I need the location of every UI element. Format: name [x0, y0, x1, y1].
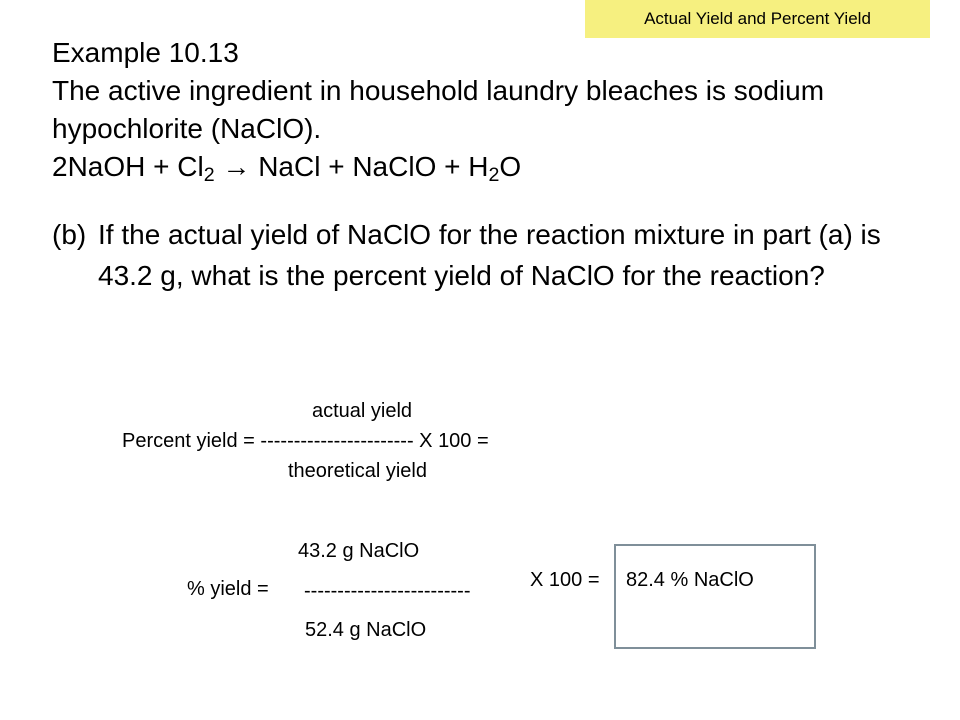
calc-denominator: 52.4 g NaClO — [305, 619, 427, 641]
formula-fraction-bar: ----------------------- — [260, 430, 414, 452]
problem-statement-line-2: hypochlorite (NaClO). — [52, 113, 322, 144]
arrow-icon: → — [222, 151, 251, 182]
calc-fraction-bar: ------------------------- — [304, 580, 471, 602]
formula-denominator: theoretical yield — [288, 460, 427, 482]
part-b-label: (b) — [52, 219, 87, 250]
chemical-equation — [52, 148, 824, 186]
equation-reactants: 2NaOH + Cl — [52, 151, 204, 182]
problem-statement-line-1: The active ingredient in household laundry bleaches is sodium — [52, 75, 825, 106]
formula-right: X 100 = — [413, 430, 489, 452]
example-heading — [52, 34, 824, 186]
part-b-text: If the actual yield of NaClO for the reaction mixture in part (a) is 43.2 g, what is the percent yield of NaClO for the reaction? — [98, 219, 881, 291]
water-subscript: 2 — [488, 163, 500, 186]
calc-right: X 100 = — [530, 569, 600, 591]
topic-tag: Actual Yield and Percent Yield — [585, 0, 930, 38]
calc-left: % yield = — [187, 578, 269, 600]
calc-result: 82.4 % NaClO — [626, 569, 754, 591]
calc-numerator: 43.2 g NaClO — [298, 540, 420, 562]
answer-box — [614, 544, 816, 649]
formula-left: Percent yield = — [122, 430, 261, 452]
example-title: Example 10.13 — [52, 37, 239, 68]
equation-products: NaCl + NaClO + H — [258, 151, 489, 182]
part-b-question — [52, 214, 932, 296]
chlorine-subscript: 2 — [203, 163, 215, 186]
formula-numerator: actual yield — [312, 400, 413, 422]
formula-line — [122, 430, 489, 453]
equation-products-end: O — [499, 151, 522, 182]
